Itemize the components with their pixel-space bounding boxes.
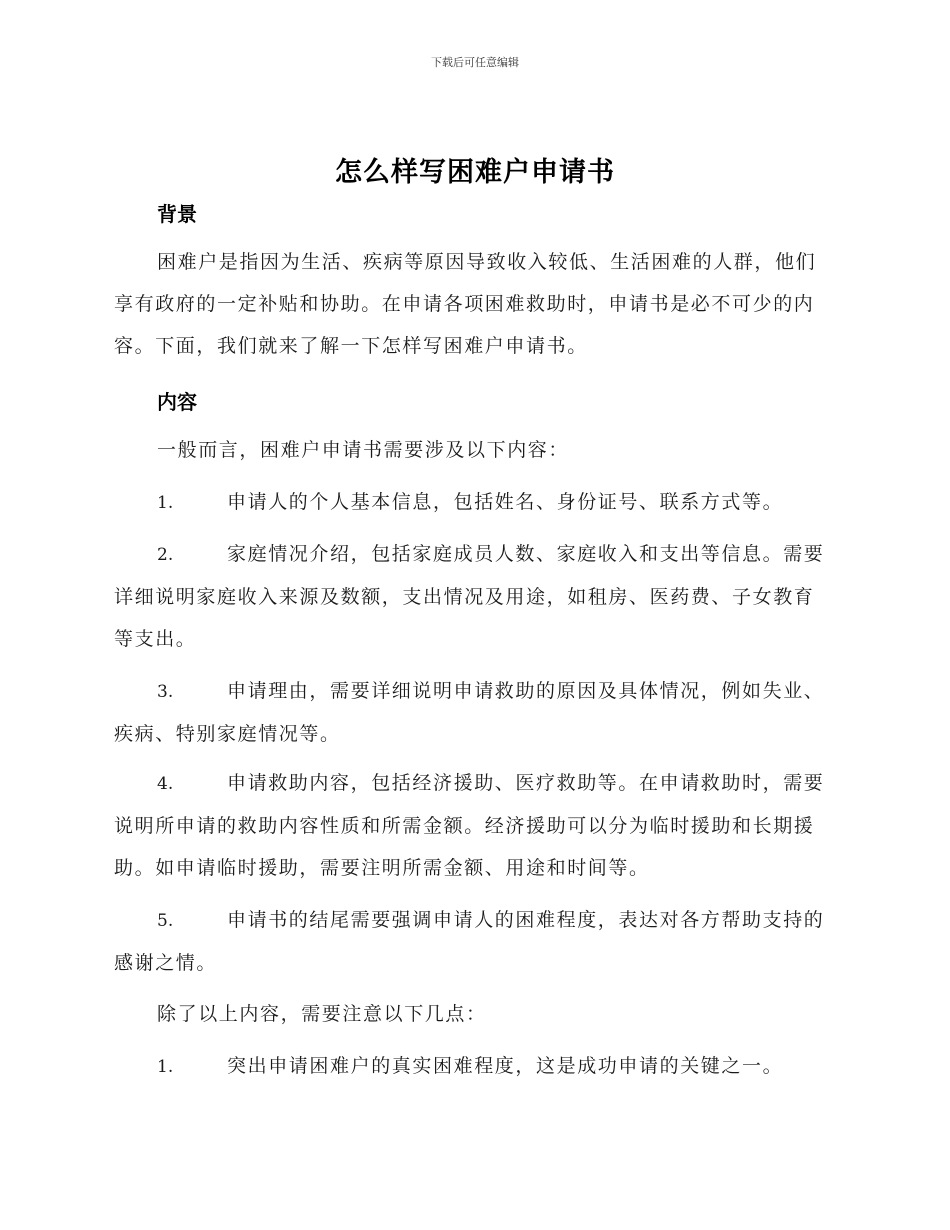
list-item-text: 申请理由，需要详细说明申请救助的原因及具体情况，例如失业、疾病、特别家庭情况等。 bbox=[114, 680, 825, 745]
list-item bbox=[114, 899, 834, 984]
list-item-number: 2. bbox=[157, 545, 174, 565]
page-header: 下载后可任意编辑 bbox=[431, 56, 519, 69]
notes-intro: 除了以上内容，需要注意以下几点： bbox=[157, 1003, 487, 1025]
list-item bbox=[114, 670, 834, 755]
list-item bbox=[114, 1045, 834, 1088]
list-item-text: 申请人的个人基本信息，包括姓名、身份证号、联系方式等。 bbox=[227, 491, 784, 513]
content-intro: 一般而言，困难户申请书需要涉及以下内容： bbox=[157, 439, 570, 461]
list-item-text: 突出申请困难户的真实困难程度，这是成功申请的关键之一。 bbox=[227, 1055, 784, 1077]
list-item-number: 1. bbox=[157, 493, 174, 513]
list-item-number: 1. bbox=[157, 1057, 174, 1077]
list-item bbox=[114, 533, 834, 660]
background-paragraph: 困难户是指因为生活、疾病等原因导致收入较低、生活困难的人群，他们享有政府的一定补贴和协助。在申请各项困难救助时，申请书是必不可少的内容。下面，我们就来了解一下怎样写困难户申请书。 bbox=[114, 251, 817, 357]
section-heading-background: 背景 bbox=[157, 202, 197, 226]
section-heading-content: 内容 bbox=[157, 390, 197, 414]
list-item-number: 5. bbox=[157, 911, 174, 931]
list-item bbox=[114, 762, 834, 889]
list-item-text: 申请救助内容，包括经济援助、医疗救助等。在申请救助时，需要说明所申请的救助内容性质和所需金额。经济援助可以分为临时援助和长期援助。如申请临时援助，需要注明所需金额、用途和时间等。 bbox=[114, 772, 825, 879]
list-item-text: 申请书的结尾需要强调申请人的困难程度，表达对各方帮助支持的感谢之情。 bbox=[114, 909, 825, 974]
list-item bbox=[114, 481, 834, 524]
document-title: 怎么样写困难户申请书 bbox=[335, 157, 615, 188]
list-item-number: 3. bbox=[157, 682, 174, 702]
list-item-number: 4. bbox=[157, 774, 174, 794]
list-item-text: 家庭情况介绍，包括家庭成员人数、家庭收入和支出等信息。需要详细说明家庭收入来源及数额，支出情况及用途，如租房、医药费、子女教育等支出。 bbox=[114, 543, 825, 650]
